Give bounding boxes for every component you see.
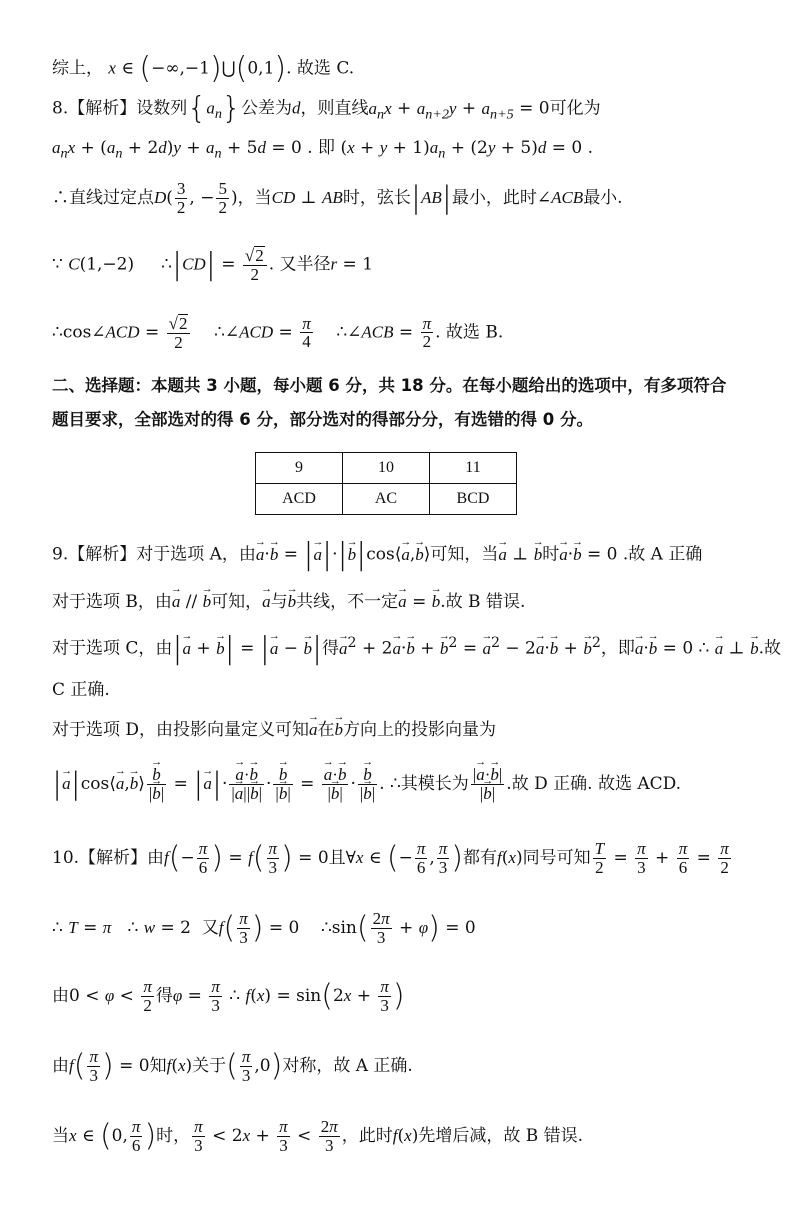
answer-table-answer-row xyxy=(256,484,517,515)
table-cell: AC xyxy=(343,484,430,515)
line-q9-option-d: 对于选项 D，由投影向量定义可知→ a在→ b方向上的投影向量为 xyxy=(52,720,760,740)
line-q9-option-c-cont: C 正确. xyxy=(52,680,110,700)
line-q9-option-b: 对于选项 B，由→ a // → b可知，→ a与→ b共线，不一定→ a = → b.故 B 错误. xyxy=(52,592,760,612)
line-q8-transform: $a_nx + (a_n + 2d)y + a_n + 5d = 0$ . 即 $(x + y + 1)a_n + (2y + 5)d = 0$ . xyxy=(52,138,594,162)
table-cell: ACD xyxy=(256,484,343,515)
table-cell: BCD xyxy=(430,484,517,515)
line-q10-option-a: 由f( $\frac{\pi}{3}$ ) = 0知f(x)关于( $\frac{\pi}{3}$ ,0)对称，故 A 正确. xyxy=(52,1047,413,1085)
line-q10-intro: 10.【解析】由f(− $\frac{\pi}{6}$ ) = f( $\frac{\pi}{3}$ ) = 0且∀x ∈ (− $\frac{\pi}{6}$ , $\frac{\pi}{3}$ )都有f(x)同号可知 $\frac{T}{2}$ = $\frac{\pi}{3}$ + $\frac{\pi}{6}$ = $\frac{\pi}{2}$ xyxy=(52,839,729,877)
table-cell: 9 xyxy=(256,453,343,484)
line-q9-projection: |→ a|cos⟨→ a,→ b⟩ → $\frac{b}{|\to b|}$ = |→ a|· → $\frac{a\cdot\to b}{|\to a||\to b|}$ · → $\frac{b}{|\to b|}$ = → $\frac{a\cdot\to b}{|\to b|}$ · → $\frac{b}{|\to b|}$ . ∴其模长为 $\frac{|\to a\cdot\to b|}{|\to b|}$ .故 D 正确. 故选 ACD. xyxy=(52,766,760,803)
line-conclusion: 综上， x ∈ (−∞,−1)⋃(0,1). 故选 C. xyxy=(52,51,355,86)
table-cell: 10 xyxy=(343,453,430,484)
line-q8-angle: ∴cos∠ACD = $\frac{√2}{2}$ ∴∠ACD = $\frac{\pi}{4}$ ∴∠ACB = $\frac{\pi}{2}$ . 故选 B. xyxy=(52,313,504,352)
line-q10-phase: 由0 < φ < $\frac{\pi}{2}$ 得φ = $\frac{\pi}{3}$ ∴ f(x) = sin(2x + $\frac{\pi}{3}$ ) xyxy=(52,977,405,1015)
answer-table xyxy=(255,452,517,515)
line-q8-cd-length: ∵ C(1,−2) ∴|CD| = $\frac{√2}{2}$ . 又半径r = 1 xyxy=(52,246,374,284)
table-cell: 11 xyxy=(430,453,517,484)
section-heading-line1: 二、选择题：本题共 3 小题，每小题 6 分，共 18 分。在每小题给出的选项中，有多项符合 xyxy=(52,376,727,395)
section-heading-line2: 题目要求，全部选对的得 6 分，部分选对的得部分分，有选错的得 0 分。 xyxy=(52,410,593,429)
line-q8-intro: 8.【解析】设数列$\{a_n\}$公差为d，则直线$a_nx + a_{n+2}y + a_{n+5} = 0$可化为 xyxy=(52,91,601,126)
line-q10-option-b: 当x ∈ (0, $\frac{\pi}{6}$ )时， $\frac{\pi}{3}$ < 2x + $\frac{\pi}{3}$ < $\frac{2\pi}{3}$ ，此时f(x)先增后减，故 B 错误. xyxy=(52,1117,584,1155)
answer-table-header-row xyxy=(256,453,517,484)
line-q9-option-c: 对于选项 C，由|→ a + → b| = |→ a − → b|得→ $a^2 + 2\to a\cdot\to b$ + → $b^2$ = → $a^2 - 2\to a\cdot\to b$ + → $b^2$，即→ a·→ b = 0 ∴ → a ⊥ → b.故 xyxy=(52,634,760,664)
line-q8-fixed-point: ∴直线过定点D( $\frac{3}{2}$ , − $\frac{5}{2}$ )，当CD ⊥ AB时，弦长|AB|最小，此时∠ACB最小. xyxy=(52,179,623,217)
line-q10-period: ∴ T = π ∴ w = 2 又f( $\frac{\pi}{3}$ ) = 0 ∴sin( $\frac{2\pi}{3}$ + φ) = 0 xyxy=(52,909,476,947)
line-q9-option-a: 9.【解析】对于选项 A，由→ a·→ b = |→ a|·|→ b|cos⟨→ a,→ b⟩可知，当→ a ⊥ → b时→ a·→ b = 0 .故 A 正确 xyxy=(52,540,760,570)
